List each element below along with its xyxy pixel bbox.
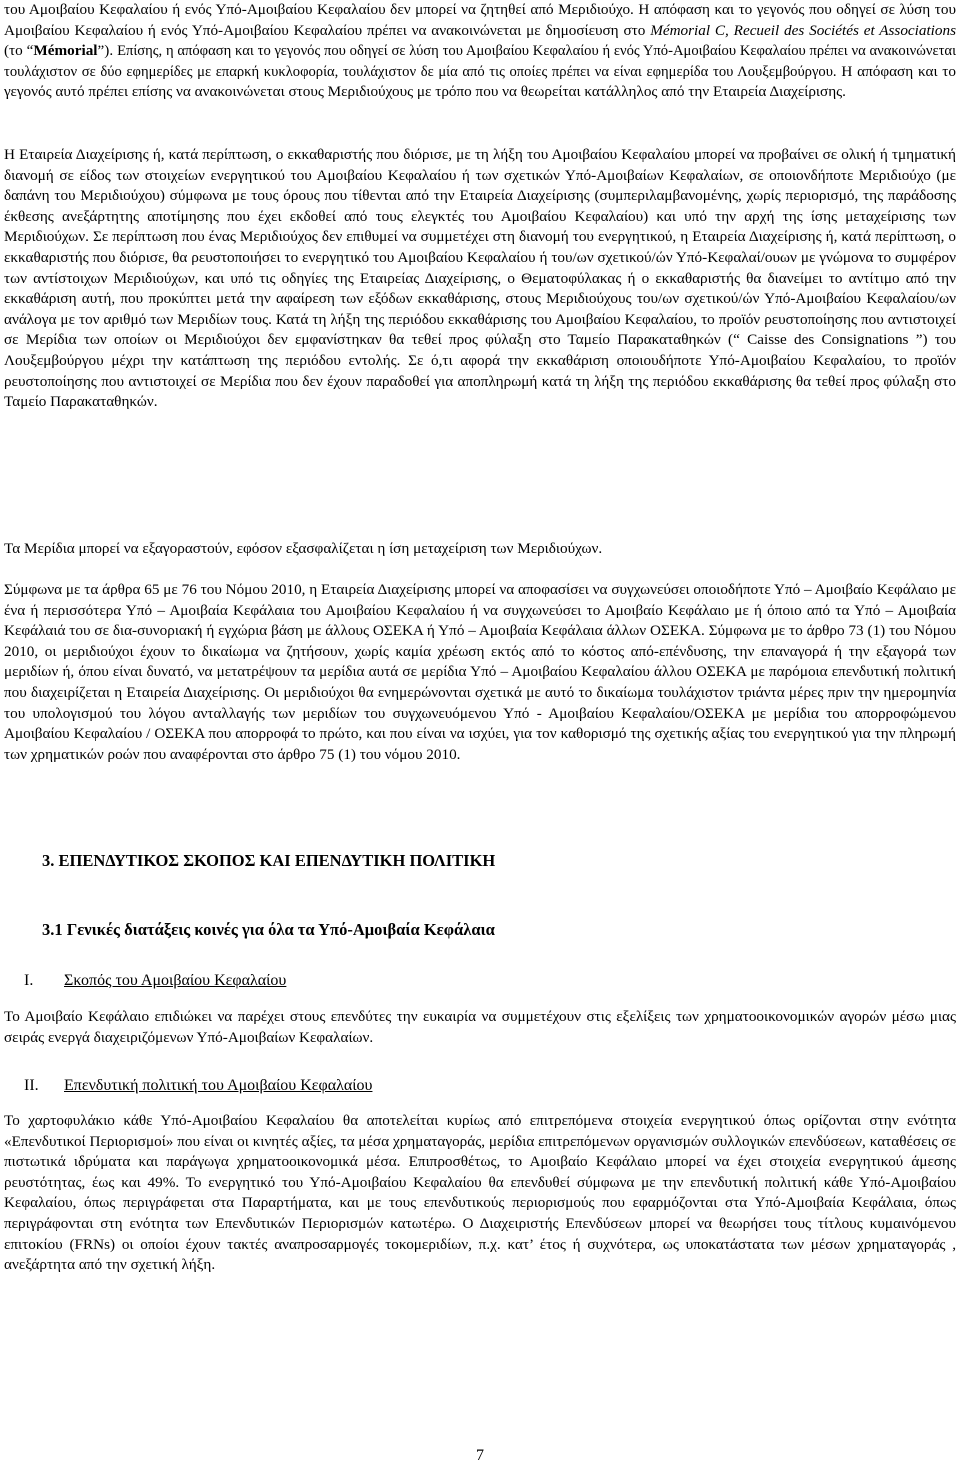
text-run: (το “	[4, 42, 34, 60]
text-run: Επίσης, η απόφαση και το γεγονός που οδηγεί σε λύση του Αμοιβαίου Κεφαλαίου ή ενός Υπό-Αμοιβαίου Κεφαλαίου πρέπει να ανακοινώνεται τουλάχιστον σε δύο εφημερίδες με επαρκή κυκλοφορία, τουλάχιστον δε μία από τις οποίες πρέπει να είναι εφημερίδα του Λουξεμβούργου.	[4, 43, 957, 80]
paragraph-redemption: Τα Μερίδια μπορεί να εξαγοραστούν, εφόσον εξασφαλίζεται η ίση μεταχείριση των Μεριδιούχων.	[4, 540, 603, 557]
memorial-title-italic: Mémorial C, Recueil des Sociétés et Associations	[650, 21, 957, 39]
section-heading-3: 3. ΕΠΕΝΔΥΤΙΚΟΣ ΣΚΟΠΟΣ ΚΑΙ ΕΠΕΝΔΥΤΙΚΗ ΠΟΛΙΤΙΚΗ	[42, 851, 496, 870]
heading-title: Επενδυτική πολιτική του Αμοιβαίου Κεφαλαίου	[64, 1077, 373, 1094]
paragraph-merger: Σύμφωνα με τα άρθρα 65 με 76 του Νόμου 2010, η Εταιρεία Διαχείρισης μπορεί να αποφασίσει να συγχωνεύσει οποιοδήποτε Υπό – Αμοιβαίο Κεφάλαιο με ένα ή περισσότερα Υπό – Αμοιβαία Κεφάλαια του Αμοιβαίου Κεφαλαίου ή να συγχωνεύσει το Αμοιβαίο Κεφάλαιο με ή όποιο από τα Υπό – Αμοιβαία Κεφάλαιά του σε δια-συνοριακή ή εγχώρια βάση με άλλους ΟΣΕΚΑ ή Υπό – Αμοιβαία Κεφάλαια άλλων ΟΣΕΚΑ. Σύμφωνα με το άρθρο 73 (1) του Νόμου 2010, οι μεριδιούχοι έχουν το δικαίωμα να ζητήσουν, χωρίς καμία χρέωση εκτός από το κόστος από-επένδυσης, την επαναγορά ή την εξαγορά των μεριδίων ή, όπου είναι δυνατό, να μετατρέψουν τα μερίδια αυτά σε μερίδια Υπό – Αμοιβαίου Κεφαλαίου άλλου ΟΣΕΚΑ με παρόμοια επενδυτική πολιτική που διαχειρίζεται η Εταιρεία Διαχείρισης. Οι μεριδιούχοι θα ενημερώνονται σχετικά με αυτό το δικαίωμα τουλάχιστον τριάντα μέρες πριν την ημερομηνία του υπολογισμού του λόγου ανταλλαγής των μεριδίων του συγχωνευόμενου Υπό - Αμοιβαίου Κεφαλαίου/ΟΣΕΚΑ με μερίδια του απορροφώμενου Αμοιβαίου Κεφαλαίου / ΟΣΕΚΑ που απορροφά το πρώτο, και που είναι να ισχύει, για τον καθορισμό της σχετικής αξίας του ενεργητικού για την πληρωμή των χρηματικών ροών που αναφέρονται στο άρθρο 75 (1) του νόμου 2010.	[4, 581, 956, 763]
text-run: ”).	[97, 42, 114, 60]
roman-numeral: I.	[24, 972, 34, 989]
text-run: του Αμοιβαίου Κεφαλαίου ή ενός Υπό-Αμοιβαίου Κεφαλαίου δεν μπορεί να ζητηθεί από Μεριδιούχο. Η απόφαση και το γεγονός που οδηγεί σε λύση του Αμοιβαίου Κεφαλαίου ή ενός Υπό-Αμοιβαίου Κεφαλαίου πρέπει να ανακοινώνεται με δημοσίευση στο	[4, 1, 956, 39]
roman-numeral: II.	[24, 1077, 39, 1094]
text-run: Η απόφαση και το γεγονός αυτό πρέπει επίσης να ανακοινώνεται στους Μεριδιούχους με τρόπο που να θεωρείται κατάλληλος από την Εταιρεία Διαχείρισης.	[4, 62, 956, 101]
subsection-heading-3-1: 3.1 Γενικές διατάξεις κοινές για όλα τα Υπό-Αμοιβαία Κεφάλαια	[42, 920, 495, 939]
page-number: 7	[476, 1447, 484, 1464]
paragraph-objective: Το Αμοιβαίο Κεφάλαιο επιδιώκει να παρέχει στους επενδύτες την ευκαιρία να συμμετέχουν στις εξελίξεις των χρηματοοικονομικών αγορών μέσω μιας σειράς ενεργά διαχειριζόμενων Υπό-Αμοιβαίων Κεφαλαίων.	[4, 1008, 956, 1046]
memorial-bold: Mémorial	[33, 42, 98, 60]
heading-objective	[24, 971, 286, 992]
paragraph-distribution: Η Εταιρεία Διαχείρισης ή, κατά περίπτωση, ο εκκαθαριστής που διόρισε, με τη λήξη του Αμοιβαίου Κεφαλαίου μπορεί να προβαίνει σε ολική ή τμηματική διανομή σε είδος των στοιχείων ενεργητικού του Αμοιβαίου Κεφαλαίου ή των σχετικών Υπό-Αμοιβαίων Κεφαλαίων, σε οποιονδήποτε Μεριδιούχο (με δαπάνη του Μεριδιούχου) σύμφωνα με τους όρους που τίθενται από την Εταιρεία Διαχείρισης (συμπεριλαμβανομένης, χωρίς περιορισμό, της παράδοσης έκθεσης ανεξάρτητης αποτίμησης που έχει εκδοθεί από τους ελεγκτές του Αμοιβαίου Κεφαλαίου) και υπό την αρχή της ίσης μεταχείρισης των Μεριδιούχων. Σε περίπτωση που ένας Μεριδιούχος δεν επιθυμεί να συμμετέχει στη διανομή του ενεργητικού, η Εταιρεία Διαχείρισης ή, κατά περίπτωση, ο εκκαθαριστής που διόρισε, θα ρευστοποιήσει το ενεργητικό του Αμοιβαίου Κεφαλαίου ή του/ων σχετικού/ών Υπό-Κεφαλαί/ουων με γνώμονα το συμφέρον των αντίστοιχων Μεριδιούχων, και υπό τις οδηγίες της Εταιρείας Διαχείρισης, ο Θεματοφύλακας ή ο εκκαθαριστής θα διανείμει το αντίτιμο από την εκκαθάριση αυτή, που προκύπτει μετά την αφαίρεση των εξόδων εκκαθάρισης, στους Μεριδιούχους του/ων σχετικού/ών Υπό-Αμοιβαίου Κεφαλαίου/ων ανάλογα με τον αριθμό των Μεριδίων τους. Κατά τη λήξη της περιόδου εκκαθάρισης του Αμοιβαίου Κεφαλαίου, το προϊόν ρευστοποίησης που αντιστοιχεί σε Μερίδια των οποίων οι Μεριδιούχοι δεν εμφανίστηκαν θα τεθεί προς φύλαξη στο Ταμείο Παρακαταθηκών (“ Caisse des Consignations ”) του Λουξεμβούργου μέχρι την κατάπτωση της περιόδου εντολής. Σε ό,τι αφορά την εκκαθάριση οποιουδήποτε Υπό-Αμοιβαίου Κεφαλαίου, το προϊόν ρευστοποίησης που αντιστοιχεί σε Μερίδια που δεν έχουν παραδοθεί για αποπληρωμή κατά τη λήξη της περιόδου εκκαθάρισης θα τεθεί προς φύλαξη στο Ταμείο Παρακαταθηκών.	[4, 146, 956, 411]
paragraph-dissolution	[4, 0, 956, 103]
heading-title: Σκοπός του Αμοιβαίου Κεφαλαίου	[64, 972, 287, 989]
heading-policy	[24, 1076, 372, 1097]
paragraph-policy: Το χαρτοφυλάκιο κάθε Υπό-Αμοιβαίου Κεφαλαίου θα αποτελείται κυρίως από επιτρεπόμενα στοιχεία ενεργητικού όπως ορίζονται στην ενότητα «Επενδυτικοί Περιορισμοί» που είναι οι κινητές αξίες, τα μέσα χρηματαγοράς, μερίδια επιτρεπόμενων οργανισμών συλλογικών επενδύσεων, καταθέσεις σε πιστωτικά ιδρύματα και παράγωγα χρηματοοικονομικά μέσα. Επιπροσθέτως, το Αμοιβαίο Κεφάλαιο μπορεί να έχει στοιχεία ενεργητικού άμεσης ρευστότητας, έως και 49%. Το ενεργητικό του Υπό-Αμοιβαίου Κεφαλαίου θα επενδυθεί σύμφωνα με την επενδυτική πολιτική κάθε Υπό-Αμοιβαίου Κεφαλαίου, όπως περιγράφεται στα Παραρτήματα, και με τους επενδυτικούς περιορισμούς που εφαρμόζονται στα Υπό-Αμοιβαία Κεφάλαια, όπως περιγράφονται στη ενότητα των Επενδυτικών Περιορισμών κατωτέρω. Ο Διαχειριστής Επενδύσεων μπορεί να θεωρήσει τους τίτλους κυμαινόμενου επιτοκίου (FRNs) οι οποίοι έχουν τακτές αναπροσαρμογές τοκομεριδίων, π.χ. κατ’ έτος ή συχνότερα, ως υποκατάστατα των μέσων χρηματαγοράς , ανεξάρτητα από την σχετική λήξη.	[4, 1112, 956, 1274]
